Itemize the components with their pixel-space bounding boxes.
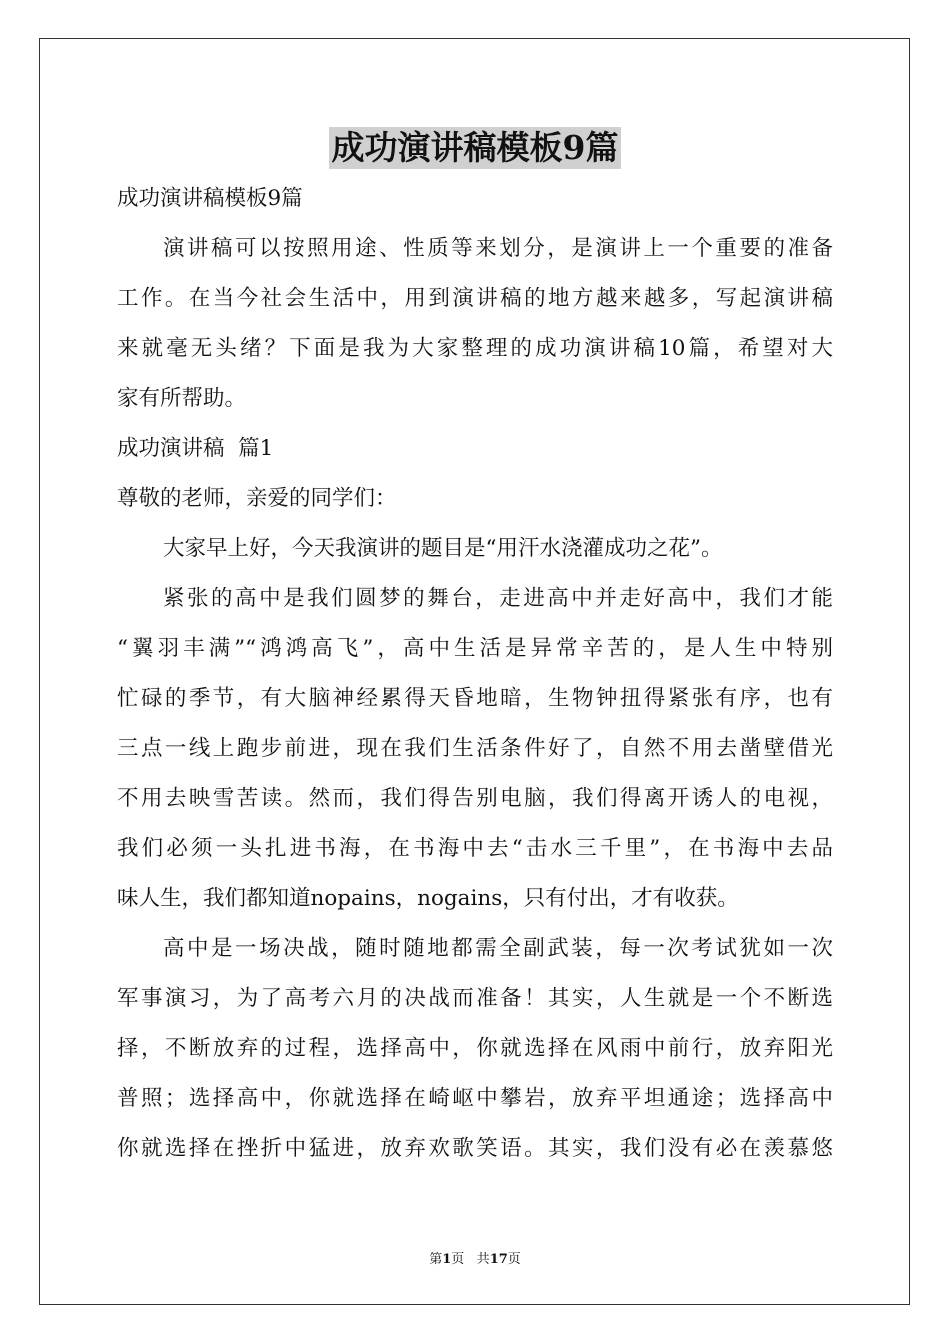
intro-line: 来就毫无头绪？下面是我为大家整理的成功演讲稿10篇，希望对大: [117, 336, 833, 361]
intro-line: 工作。在当今社会生活中，用到演讲稿的地方越来越多，写起演讲稿: [117, 286, 833, 311]
footer-page-prefix: 第: [429, 1252, 443, 1267]
footer-page-number: 1: [442, 1252, 452, 1267]
paragraph-line: 择，不断放弃的过程，选择高中，你就选择在风雨中前行，放弃阳光: [117, 1036, 833, 1061]
footer-total-suffix: 页: [507, 1252, 521, 1267]
paragraph-line: 紧张的高中是我们圆梦的舞台，走进高中并走好高中，我们才能: [163, 586, 833, 611]
paragraph-line: 忙碌的季节，有大脑神经累得天昏地暗，生物钟扭得紧张有序，也有: [117, 686, 833, 711]
page-footer: [0, 1248, 950, 1267]
footer-total-prefix: 共: [476, 1252, 490, 1267]
paragraph-line: “翼羽丰满”“鸿鸿高飞”，高中生活是异常辛苦的，是人生中特别: [117, 636, 833, 661]
paragraph-line: 味人生，我们都知道nopains，nogains，只有付出，才有收获。: [117, 886, 739, 911]
paragraph-line: 高中是一场决战，随时随地都需全副武装，每一次考试犹如一次: [163, 936, 833, 961]
footer-page-suffix: 页: [451, 1252, 465, 1267]
footer-total-pages: 17: [489, 1252, 508, 1267]
paragraph-line: 不用去映雪苦读。然而，我们得告别电脑，我们得离开诱人的电视，: [117, 786, 833, 811]
salutation: 尊敬的老师，亲爱的同学们：: [117, 486, 397, 511]
intro-line: 演讲稿可以按照用途、性质等来划分，是演讲上一个重要的准备: [163, 236, 833, 261]
paragraph-line: 我们必须一头扎进书海，在书海中去“击水三千里”，在书海中去品: [117, 836, 833, 861]
title-container: [0, 127, 950, 169]
subtitle: 成功演讲稿模板9篇: [117, 186, 303, 211]
greeting-line: 大家早上好，今天我演讲的题目是“用汗水浇灌成功之花”。: [163, 536, 723, 561]
page-border: [39, 38, 910, 1305]
intro-line: 家有所帮助。: [117, 386, 247, 411]
section-heading: 成功演讲稿 篇1: [117, 436, 274, 461]
paragraph-line: 普照；选择高中，你就选择在崎岖中攀岩，放弃平坦通途；选择高中: [117, 1086, 833, 1111]
paragraph-line: 你就选择在挫折中猛进，放弃欢歌笑语。其实，我们没有必在羡慕悠: [117, 1136, 833, 1161]
document-title: 成功演讲稿模板9篇: [329, 127, 622, 169]
paragraph-line: 军事演习，为了高考六月的决战而准备！其实，人生就是一个不断选: [117, 986, 833, 1011]
paragraph-line: 三点一线上跑步前进，现在我们生活条件好了，自然不用去凿壁借光: [117, 736, 833, 761]
